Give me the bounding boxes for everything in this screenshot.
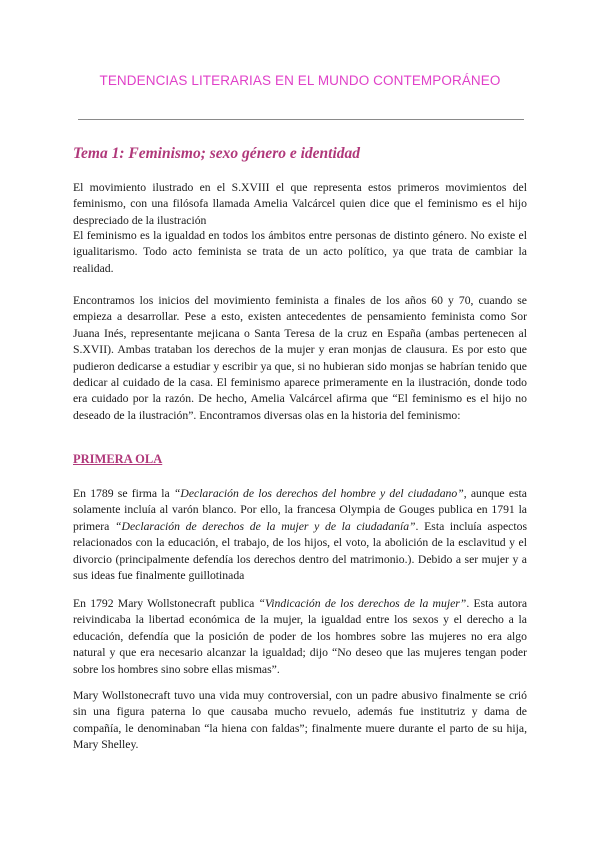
paragraph-definicion: El feminismo es la igualdad en todos los ámbitos entre personas de distinto género. No existe el igualitarismo. Todo acto feminista se trata de un acto político, ya que trata de cambiar la realidad.: [73, 229, 527, 275]
italic-title: “Declaración de los derechos del hombre y del ciudadano”: [173, 487, 464, 500]
paragraph-1792: [73, 596, 527, 678]
title-divider: [78, 119, 524, 120]
subheading-primera-ola: PRIMERA OLA: [73, 452, 163, 466]
text-run: . Esta autora reivindicaba la libertad económica de la mujer, la igualdad entre los sexos y el derecho a la educación, defendía que la posición de poder de los hombres sobre las mujeres no era algo natural y que era necesario alcanzar la igualdad; dijo “No deseo que las mujeres tengan poder sobre los hombres sino sobre ellas mismas”.: [73, 597, 528, 676]
italic-title: “Vindicación de los derechos de la mujer”: [258, 597, 467, 610]
text-run: . Esta incluía aspectos relacionados con la educación, el trabajo, de los hijos, el voto, la abolición de la esclavitud y el divorcio (principalmente defendía los derechos dentro del matrimonio.). Debido a ser mujer y a sus ideas fue finalmente guillotinada: [73, 519, 527, 583]
section-heading: Tema 1: Feminismo; sexo género e identidad: [73, 145, 361, 162]
paragraph-inicios: Encontramos los inicios del movimiento feminista a finales de los años 60 y 70, cuando se empieza a desarrollar. Pese a esto, existen antecedentes de pensamiento feminista como Sor Juana Inés, representante mejicana o Santa Teresa de la cruz en España (ambas pertenecen al S.XVII). Ambas trataban los derechos de la mujer y eran monjas de clausura. Es por esto que pudieron dedicarse a estudiar y escribir ya que, si no hubieran sido monjas se habrían tenido que dedicar al cuidado de la casa. El feminismo aparece primeramente en la ilustración, donde todo era cuidado por la razón. De hecho, Amelia Valcárcel afirma que “El feminismo es el hijo no deseado de la ilustración”. Encontramos diversas olas en la historia del feminismo:: [73, 294, 527, 422]
paragraph-1789: [73, 486, 527, 584]
text-run: , aunque esta solamente incluía al varón blanco. Por ello, la francesa Olympia de Gouges publica en 1791 la primera: [73, 487, 527, 533]
italic-title: “Declaración de derechos de la mujer y de la ciudadanía”: [115, 519, 416, 533]
document-title: TENDENCIAS LITERARIAS EN EL MUNDO CONTEMPORÁNEO: [99, 73, 501, 88]
text-run: En 1789 se firma la: [73, 487, 174, 500]
paragraph-ilustracion: El movimiento ilustrado en el S.XVIII el que representa estos primeros movimientos del feminismo, con una filósofa llamada Amelia Valcárcel quien dice que el feminismo es el hijo despreciado de la ilustración: [73, 181, 527, 227]
text-run: En 1792 Mary Wollstonecraft publica: [73, 597, 259, 610]
paragraph-wollstonecraft-vida: Mary Wollstonecraft tuvo una vida muy controversial, con un padre abusivo finalmente se crió sin una figura paterna lo que causaba mucho revuelo, además fue institutriz y dama de compañía, le denominaban “la hiena con faldas”; finalmente muere durante el parto de su hija, Mary Shelley.: [73, 689, 527, 752]
